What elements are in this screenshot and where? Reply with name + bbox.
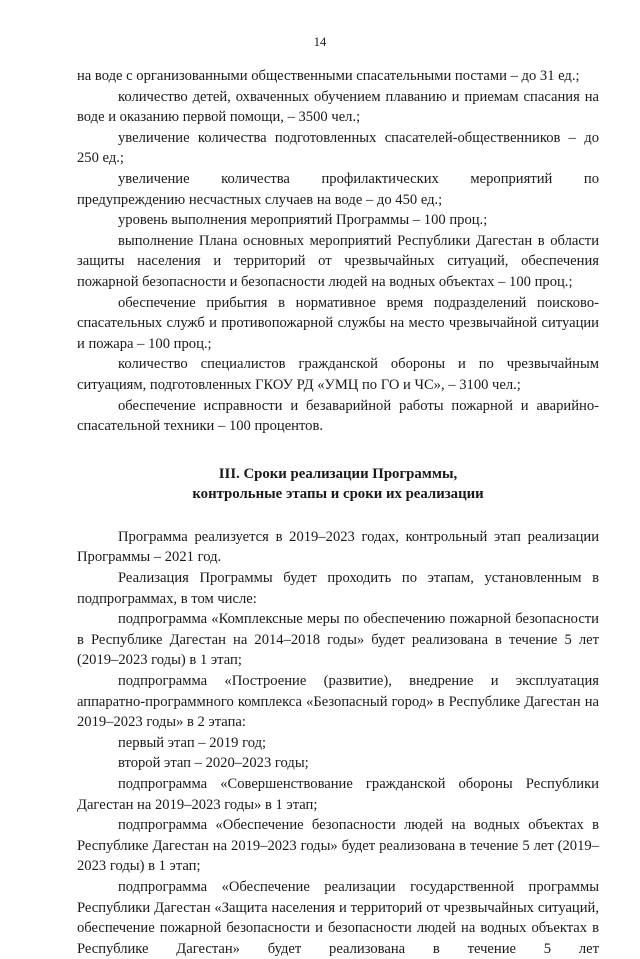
paragraph: увеличение количества профилактических мероприятий по предупреждению несчастных случаев на воде – до 450 ед.; <box>77 170 599 208</box>
document-body <box>77 66 599 959</box>
indicators-list <box>77 66 599 437</box>
paragraph: уровень выполнения мероприятий Программы – 100 проц.; <box>118 212 488 229</box>
paragraph: подпрограмма «Обеспечение реализации государственной программы Республики Дагестан «Защита населения и территорий от чрезвычайных ситуаций, обеспечение пожарной безопасности и безопасности людей на водных объектах в Республике Дагестан» будет реализована в течение 5 лет <box>77 878 599 957</box>
paragraph: подпрограмма «Обеспечение безопасности людей на водных объектах в Республике Дагестан на 2019–2023 годы» будет реализована в течение 5 лет (2019–2023 годы) в 1 этап; <box>77 817 599 875</box>
paragraph: обеспечение прибытия в нормативное время подразделений поисково-спасательных служб и противопожарной службы на место чрезвычайной ситуации и пожара – 100 проц.; <box>77 294 599 352</box>
paragraph: подпрограмма «Совершенствование гражданской обороны Республики Дагестан на 2019–2023 годы» в 1 этап; <box>77 776 599 813</box>
page-number: 14 <box>313 35 327 49</box>
paragraph: Программа реализуется в 2019–2023 годах, контрольный этап реализации Программы – 2021 год. <box>77 528 599 566</box>
paragraph: количество специалистов гражданской обороны и по чрезвычайным ситуациям, подготовленных ГКОУ РД «УМЦ по ГО и ЧС», – 3100 чел.; <box>77 356 599 393</box>
paragraph: увеличение количества подготовленных спасателей-общественников – до 250 ед.; <box>77 129 599 167</box>
paragraph: Реализация Программы будет проходить по этапам, установленным в подпрограммах, в том числе: <box>77 570 599 607</box>
paragraph: обеспечение исправности и безаварийной работы пожарной и аварийно-спасательной техники – 100 процентов. <box>77 397 599 435</box>
paragraph: количество детей, охваченных обучением плаванию и приемам спасания на воде и оказанию первой помощи, – 3500 чел.; <box>77 88 599 126</box>
section-title-line-1: III. Сроки реализации Программы, <box>218 465 458 482</box>
section-title-line-2: контрольные этапы и сроки их реализации <box>192 486 484 503</box>
section-body <box>77 527 599 959</box>
paragraph: подпрограмма «Построение (развитие), внедрение и эксплуатация аппаратно-программного комплекса «Безопасный город» в Республике Дагестан на 2019–2023 годы» в 2 этапа: <box>77 673 599 731</box>
paragraph: на воде с организованными общественными спасательными постами – до 31 ед.; <box>77 68 580 84</box>
paragraph: второй этап – 2020–2023 годы; <box>118 755 309 772</box>
paragraph: подпрограмма «Комплексные меры по обеспечению пожарной безопасности в Республике Дагестан на 2014–2018 годы» будет реализована в течение 5 лет (2019–2023 годы) в 1 этап; <box>77 611 599 669</box>
paragraph: выполнение Плана основных мероприятий Республики Дагестан в области защиты населения и территорий от чрезвычайных ситуаций, обеспечения пожарной безопасности и безопасности людей на водных объектах – 100 проц.; <box>77 232 599 290</box>
paragraph: первый этап – 2019 год; <box>118 734 267 751</box>
section-title <box>77 464 599 505</box>
